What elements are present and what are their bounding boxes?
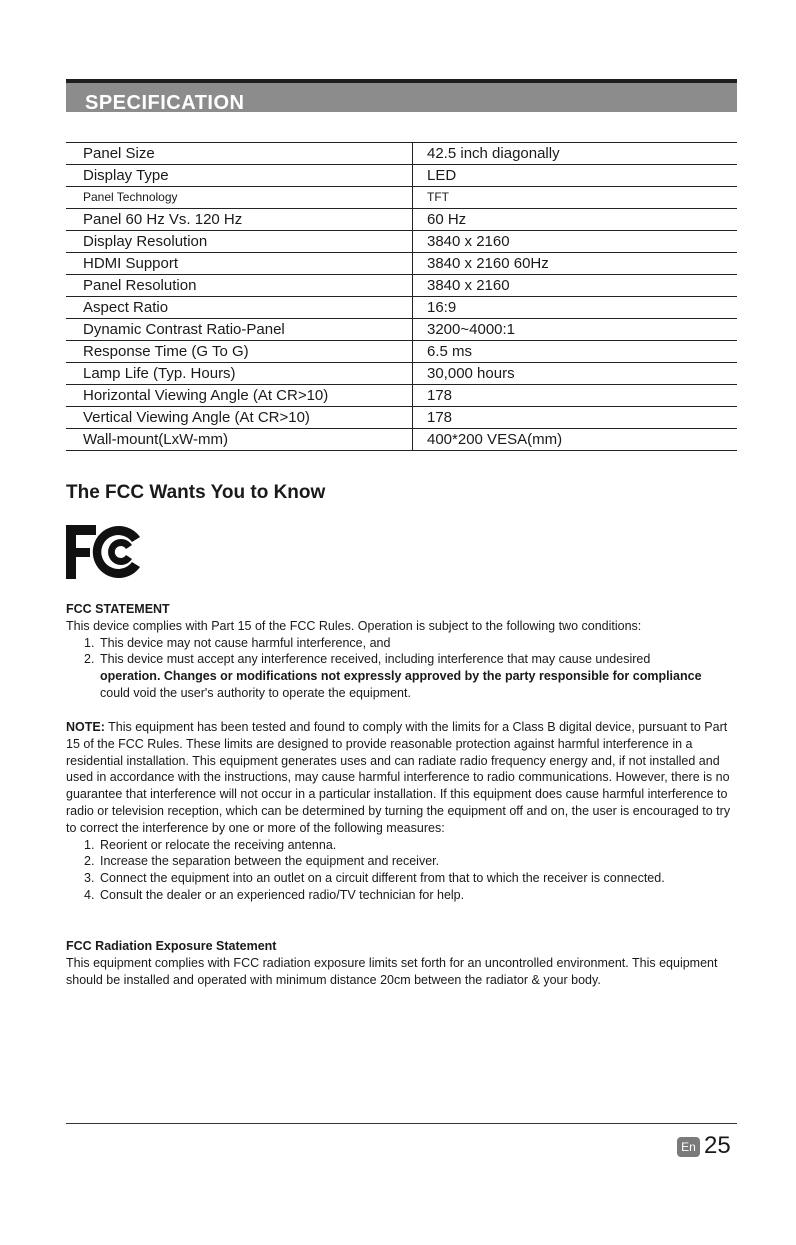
table-row [66,341,737,363]
footer-divider [66,1123,737,1124]
list-number: 2. [84,652,95,667]
condition-tail: could void the user's authority to operate the equipment. [100,685,411,700]
list-number: 1. [84,837,95,852]
spec-label: Panel 60 Hz Vs. 120 Hz [66,209,413,231]
fcc-heading: The FCC Wants You to Know [66,482,326,503]
spec-value: 16:9 [413,297,738,319]
conditions-list [66,635,738,702]
condition-text: This device may not cause harmful interference, and [100,635,391,650]
spec-label: Display Resolution [66,231,413,253]
spec-label: Wall-mount(LxW-mm) [66,429,413,451]
list-item [66,870,738,887]
list-number: 2. [84,854,95,869]
table-row [66,429,737,451]
spec-label: Horizontal Viewing Angle (At CR>10) [66,385,413,407]
spec-label: Display Type [66,165,413,187]
spec-label: Lamp Life (Typ. Hours) [66,363,413,385]
fcc-logo-icon [66,523,148,581]
spec-label: Panel Size [66,143,413,165]
spec-label: Response Time (G To G) [66,341,413,363]
condition-text: This device must accept any interference received, including interference that may cause undesired [100,652,651,667]
spec-value: 60 Hz [413,209,738,231]
spec-value: 6.5 ms [413,341,738,363]
spec-value: 30,000 hours [413,363,738,385]
spec-value: 400*200 VESA(mm) [427,431,563,448]
list-item [66,837,738,854]
note-paragraph [66,719,738,837]
spec-label: HDMI Support [66,253,413,275]
condition-emphasis: operation. Changes or modifications not expressly approved by the party responsible for compliance [100,669,702,684]
list-item [66,651,738,701]
measure-text: Connect the equipment into an outlet on a circuit different from that to which the receiver is connected. [100,871,665,886]
list-item [66,635,738,652]
radiation-text: This equipment complies with FCC radiation exposure limits set forth for an uncontrolled environment. This equipment should be installed and operated with minimum distance 20cm between the radiator & your body. [66,955,718,987]
list-item [66,853,738,870]
spec-value: 178 [413,385,738,407]
table-row [66,385,737,407]
spec-table [66,142,737,451]
table-row [66,275,737,297]
spec-label: Vertical Viewing Angle (At CR>10) [66,407,413,429]
spec-label: Aspect Ratio [66,297,413,319]
table-row [66,319,737,341]
table-row [66,143,737,165]
table-row [66,231,737,253]
language-badge: En [677,1137,700,1157]
fcc-statement-title: FCC STATEMENT [66,602,170,616]
specification-header [66,79,737,112]
table-row [66,209,737,231]
table-row [66,297,737,319]
spec-value: 3840 x 2160 60Hz [413,253,738,275]
measures-list [66,837,738,904]
fcc-note [66,719,738,904]
fcc-radiation-statement [66,938,738,988]
list-number: 4. [84,887,95,902]
note-label: NOTE: [66,720,105,734]
measure-text: Reorient or relocate the receiving antenna. [100,837,337,852]
radiation-title: FCC Radiation Exposure Statement [66,939,277,953]
list-item [66,887,738,904]
measure-text: Consult the dealer or an experienced radio/TV technician for help. [100,887,465,902]
table-row [66,165,737,187]
spec-value: TFT [413,187,738,209]
spec-value: 3200~4000:1 [413,319,738,341]
table-row [66,187,737,209]
spec-value: LED [413,165,738,187]
fcc-statement-intro: This device complies with Part 15 of the FCC Rules. Operation is subject to the following two conditions: [66,618,642,633]
measure-text: Increase the separation between the equipment and receiver. [100,854,440,869]
spec-value: 178 [413,407,738,429]
spec-label: Panel Technology [66,187,413,209]
list-number: 1. [84,635,95,650]
table-row [66,407,737,429]
spec-value: 3840 x 2160 [413,231,738,253]
table-row [66,363,737,385]
specification-title: SPECIFICATION [85,92,245,114]
spec-value: 42.5 inch diagonally [413,143,738,165]
list-number: 3. [84,871,95,886]
fcc-statement [66,601,738,702]
page-number: 25 [704,1132,731,1159]
spec-value: 3840 x 2160 [413,275,738,297]
table-row [66,253,737,275]
spec-label: Dynamic Contrast Ratio-Panel [66,319,413,341]
spec-label: Panel Resolution [66,275,413,297]
note-text: This equipment has been tested and found to comply with the limits for a Class B digital device, pursuant to Part 15 of the FCC Rules. These limits are designed to provide reasonable protection against harmful interference in a residential installation. This equipment generates uses and can radiate radio frequency energy and, if not installed and used in accordance with the instructions, may cause harmful interference to radio communications. However, there is no guarantee that interference will not occur in a particular installation. If this equipment does cause harmful interference to radio or television reception, which can be determined by turning the equipment off and on, the user is encouraged to try to correct the interference by one or more of the following measures: [66,720,731,835]
